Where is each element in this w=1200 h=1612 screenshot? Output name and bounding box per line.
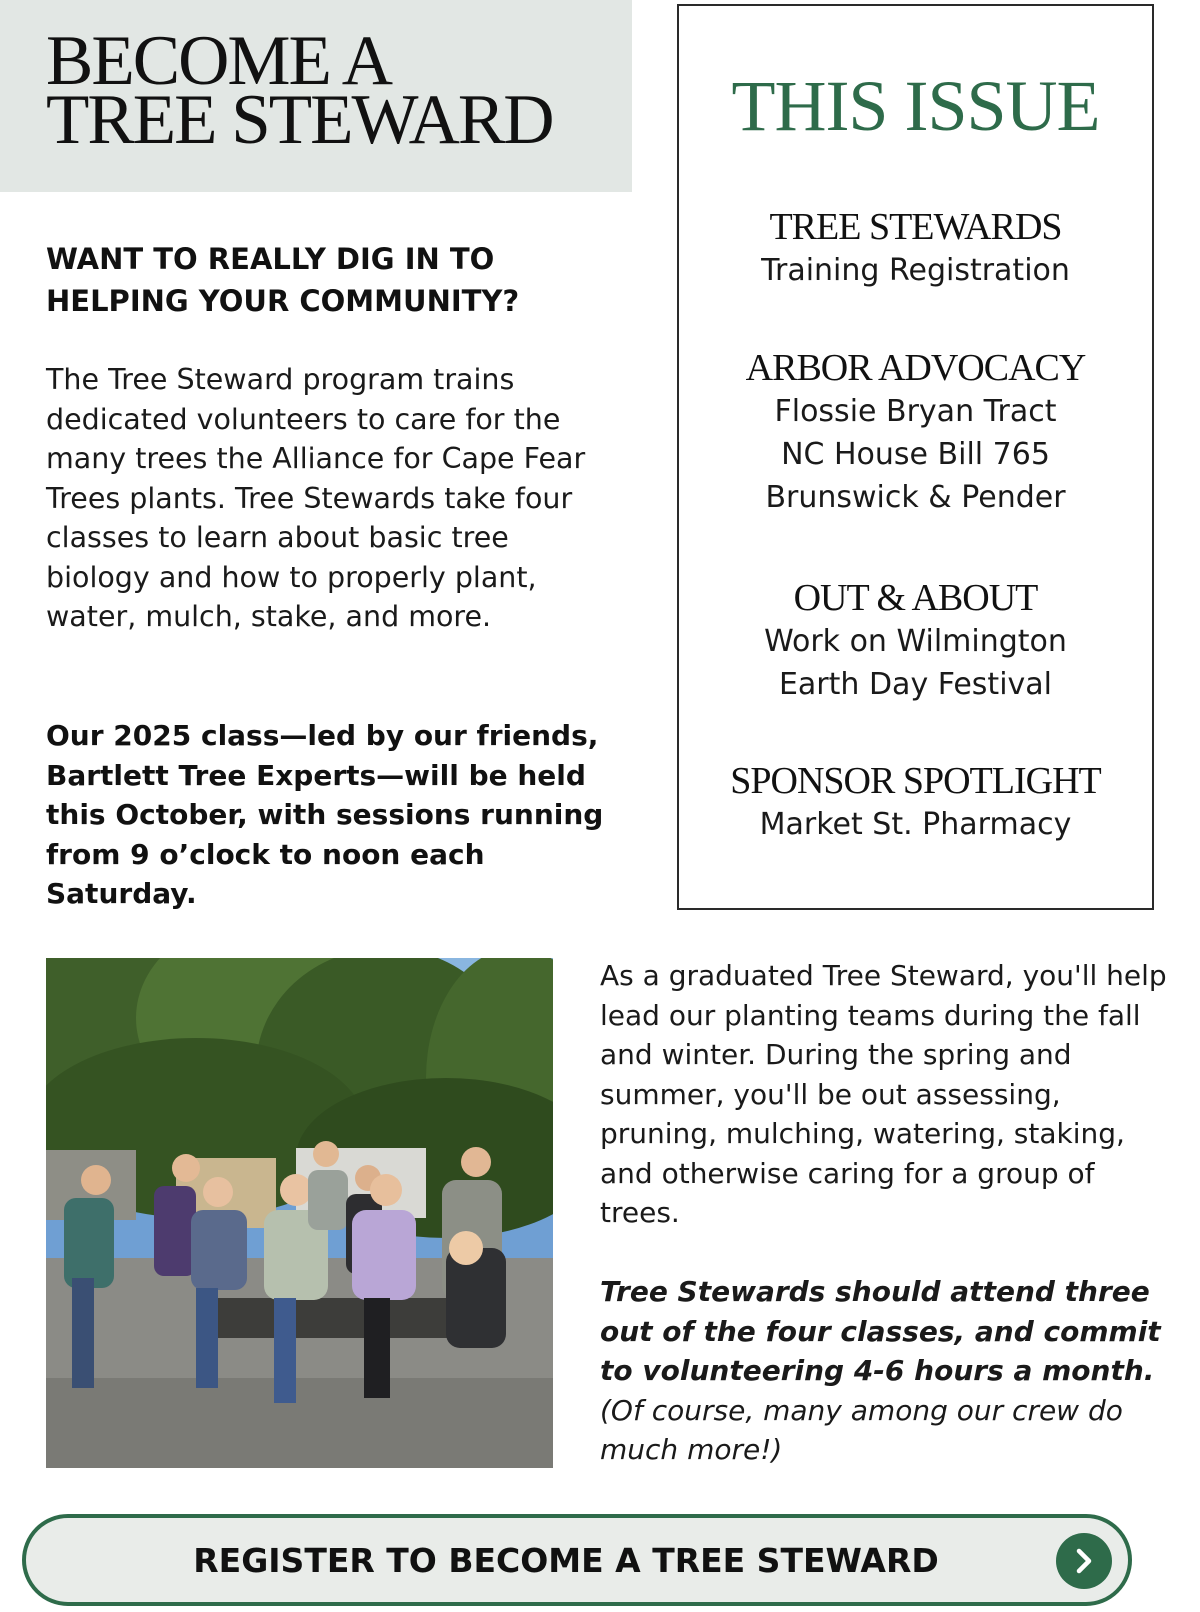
issue-section-line: Earth Day Festival bbox=[778, 667, 1053, 702]
volunteer-group-photo bbox=[46, 958, 553, 1468]
intro-paragraph: The Tree Steward program trains dedicated volunteers to care for the many trees the Alliance for Cape Fear Trees plants. Tree Stewards take four classes to learn about basic tree biology and how to properly plant, water, mulch, stake, and more. bbox=[46, 363, 586, 633]
chevron-right-glyph bbox=[1071, 1547, 1097, 1575]
this-issue-title: THIS ISSUE bbox=[731, 66, 1100, 146]
register-button-label: REGISTER TO BECOME A TREE STEWARD bbox=[193, 1541, 939, 1580]
register-button[interactable] bbox=[22, 1514, 1132, 1606]
issue-section-sponsor-spotlight bbox=[679, 759, 1152, 846]
issue-section-line: Market St. Pharmacy bbox=[759, 807, 1072, 842]
volunteer-group-photo-drawing bbox=[46, 958, 553, 1468]
chevron-right-icon[interactable] bbox=[1056, 1533, 1112, 1589]
page-title-line-1: BECOME A bbox=[46, 22, 391, 100]
issue-section-heading: ARBOR ADVOCACY bbox=[745, 347, 1086, 389]
class-info-paragraph: Our 2025 class—led by our friends, Bartlett Tree Experts—will be held this October, with sessions running from 9 o’clock to noon each Saturday. bbox=[46, 719, 604, 910]
attendance-requirement: Tree Stewards should attend three out of the four classes, and commit to volunteering 4-6 hours a month. bbox=[600, 1275, 1161, 1387]
this-issue-box bbox=[677, 4, 1154, 910]
issue-section-line: NC House Bill 765 bbox=[781, 437, 1050, 472]
issue-section-heading: SPONSOR SPOTLIGHT bbox=[730, 760, 1101, 802]
issue-section-heading: OUT & ABOUT bbox=[793, 577, 1038, 619]
issue-section-heading: TREE STEWARDS bbox=[769, 206, 1062, 248]
issue-section-line: Brunswick & Pender bbox=[765, 480, 1066, 515]
issue-section-tree-stewards bbox=[679, 205, 1152, 292]
issue-section-line: Training Registration bbox=[761, 253, 1070, 288]
graduate-paragraph: As a graduated Tree Steward, you'll help lead our planting teams during the fall and winter. During the spring and summer, you'll be out assessing, pruning, mulching, watering, staking, and otherwise caring for a group of trees. bbox=[600, 959, 1167, 1229]
attendance-note: (Of course, many among our crew do much more!) bbox=[600, 1393, 1123, 1466]
issue-section-arbor-advocacy bbox=[679, 346, 1152, 519]
title-banner bbox=[0, 0, 632, 192]
issue-section-out-and-about bbox=[679, 576, 1152, 706]
intro-subheading: WANT TO REALLY DIG IN TO HELPING YOUR COMMUNITY? bbox=[46, 242, 520, 318]
issue-section-line: Work on Wilmington bbox=[764, 624, 1067, 659]
attendance-paragraph bbox=[600, 1272, 1170, 1470]
issue-section-line: Flossie Bryan Tract bbox=[774, 394, 1057, 429]
page-title-line-2: TREE STEWARD bbox=[46, 81, 553, 159]
